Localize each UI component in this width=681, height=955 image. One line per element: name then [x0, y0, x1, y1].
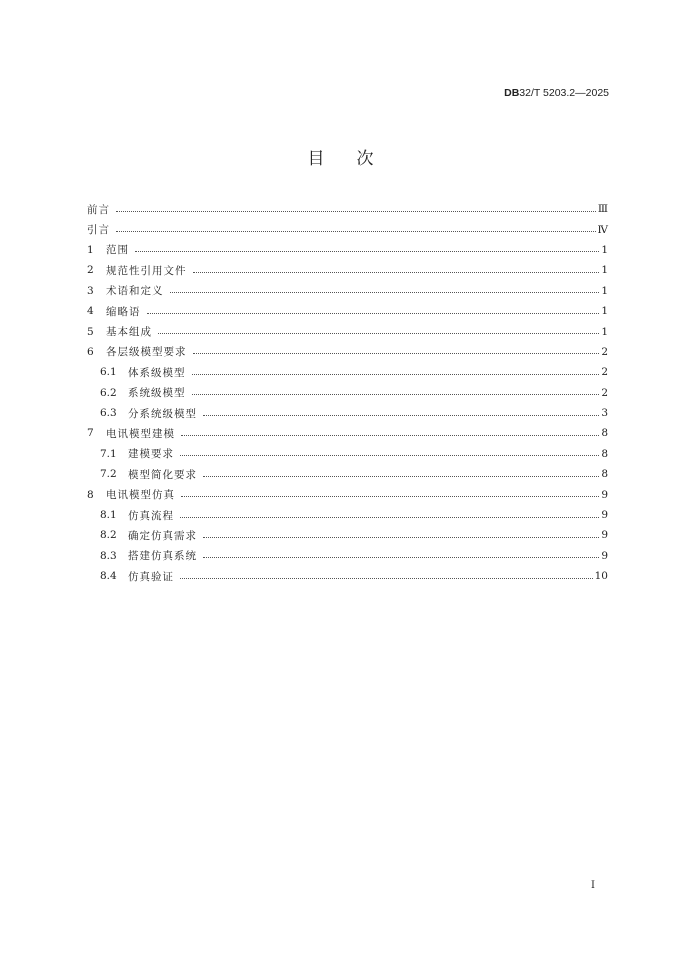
toc-entry-number: 5 [87, 325, 94, 338]
toc-entry-number: 8 [87, 488, 94, 501]
toc-entry-page: 9 [601, 488, 608, 501]
toc-entry-title: 规范性引用文件 [106, 264, 187, 277]
toc-entry-title: 电讯模型建模 [106, 427, 175, 440]
toc-dot-leader [192, 384, 600, 395]
toc-dot-leader [203, 547, 599, 558]
toc-entry-page: 8 [601, 468, 608, 481]
toc-entry[interactable] [87, 301, 608, 321]
toc-entry-page: 1 [601, 325, 608, 338]
page-number: I [591, 880, 595, 891]
standard-code-prefix: DB [504, 87, 520, 99]
standard-code [504, 87, 609, 99]
toc-entry[interactable] [87, 260, 608, 280]
toc-entry-page: 9 [601, 549, 608, 562]
toc-entry-number: 8.4 [100, 570, 117, 583]
toc-entry[interactable] [87, 240, 608, 260]
toc-entry-page: 2 [601, 345, 608, 358]
toc-entry-number: 8.1 [100, 509, 117, 522]
toc-entry-title: 范围 [106, 244, 129, 257]
toc-dot-leader [203, 466, 599, 477]
toc-dot-leader [147, 303, 600, 314]
toc-entry-number: 2 [87, 264, 94, 277]
toc-entry[interactable] [87, 219, 608, 239]
toc-dot-leader [192, 364, 600, 375]
toc-dot-leader [180, 568, 593, 579]
toc-entry-title: 仿真流程 [128, 509, 174, 522]
toc-dot-leader [203, 405, 599, 416]
toc-entry-title: 术语和定义 [106, 285, 164, 298]
toc-dot-leader [193, 343, 600, 354]
toc-dot-leader [180, 507, 599, 518]
toc-entry-page: Ⅲ [597, 203, 608, 216]
toc-dot-leader [116, 221, 596, 232]
toc-entry-page: 2 [601, 386, 608, 399]
toc-entry-number: 8.3 [100, 549, 117, 562]
toc-entry[interactable] [87, 484, 608, 504]
toc-entry-number: 6.3 [100, 407, 117, 420]
toc-entry-number: 7 [87, 427, 94, 440]
toc-entry-page: 1 [601, 305, 608, 318]
toc-entry-page: 3 [601, 407, 608, 420]
toc-entry[interactable] [87, 199, 608, 219]
toc-entry-page: 2 [601, 366, 608, 379]
toc-entry[interactable] [87, 423, 608, 443]
toc-entry-page: 1 [601, 264, 608, 277]
toc-entry[interactable] [87, 383, 608, 403]
toc-entry-page: Ⅳ [597, 223, 608, 236]
toc-dot-leader [193, 262, 600, 273]
toc-dot-leader [180, 445, 599, 456]
toc-entry[interactable] [87, 505, 608, 525]
toc-entry-number: 1 [87, 243, 94, 256]
toc-dot-leader [170, 282, 600, 293]
toc-entry-title: 前言 [87, 203, 110, 216]
toc-entry-title: 缩略语 [106, 305, 141, 318]
toc-entry-title: 搭建仿真系统 [128, 550, 197, 563]
toc-entry-title: 确定仿真需求 [128, 529, 197, 542]
toc-entry-title: 基本组成 [106, 326, 152, 339]
toc-entry-page: 10 [594, 570, 608, 583]
toc-entry-title: 各层级模型要求 [106, 346, 187, 359]
toc-entry-title: 建模要求 [128, 448, 174, 461]
toc-dot-leader [181, 425, 599, 436]
toc-dot-leader [158, 323, 599, 334]
toc-dot-leader [116, 201, 596, 212]
toc-entry-page: 8 [601, 427, 608, 440]
toc-entry-title: 引言 [87, 224, 110, 237]
toc-entry-title: 分系统级模型 [128, 407, 197, 420]
toc-dot-leader [135, 241, 599, 252]
toc-entry[interactable] [87, 546, 608, 566]
toc-entry-page: 1 [601, 284, 608, 297]
toc-entry-number: 8.2 [100, 529, 117, 542]
standard-code-number: 32/T 5203.2—2025 [519, 87, 609, 99]
toc-entry[interactable] [87, 525, 608, 545]
toc-entry-number: 6 [87, 345, 94, 358]
toc-dot-leader [203, 527, 599, 538]
toc-entry[interactable] [87, 321, 608, 341]
toc-entry-title: 电讯模型仿真 [106, 489, 175, 502]
toc-entry[interactable] [87, 342, 608, 362]
toc-entry-page: 9 [601, 509, 608, 522]
toc-entry-number: 6.2 [100, 386, 117, 399]
toc-entry-number: 6.1 [100, 366, 117, 379]
toc-entry-page: 1 [601, 243, 608, 256]
toc-entry[interactable] [87, 444, 608, 464]
toc-entry-title: 系统级模型 [128, 387, 186, 400]
toc-entry-page: 8 [601, 447, 608, 460]
toc-entry[interactable] [87, 464, 608, 484]
toc-entry-number: 4 [87, 305, 94, 318]
page-title: 目次 [307, 149, 406, 169]
toc-entry-title: 模型简化要求 [128, 468, 197, 481]
toc-entry[interactable] [87, 362, 608, 382]
toc-entry[interactable] [87, 566, 608, 586]
toc-entry[interactable] [87, 403, 608, 423]
toc-dot-leader [181, 486, 599, 497]
toc-entry-number: 7.1 [100, 447, 117, 460]
table-of-contents [87, 199, 608, 586]
toc-entry-title: 仿真验证 [128, 570, 174, 583]
toc-entry-page: 9 [601, 529, 608, 542]
toc-entry-number: 3 [87, 284, 94, 297]
toc-entry-number: 7.2 [100, 468, 117, 481]
toc-entry-title: 体系级模型 [128, 366, 186, 379]
toc-entry[interactable] [87, 281, 608, 301]
